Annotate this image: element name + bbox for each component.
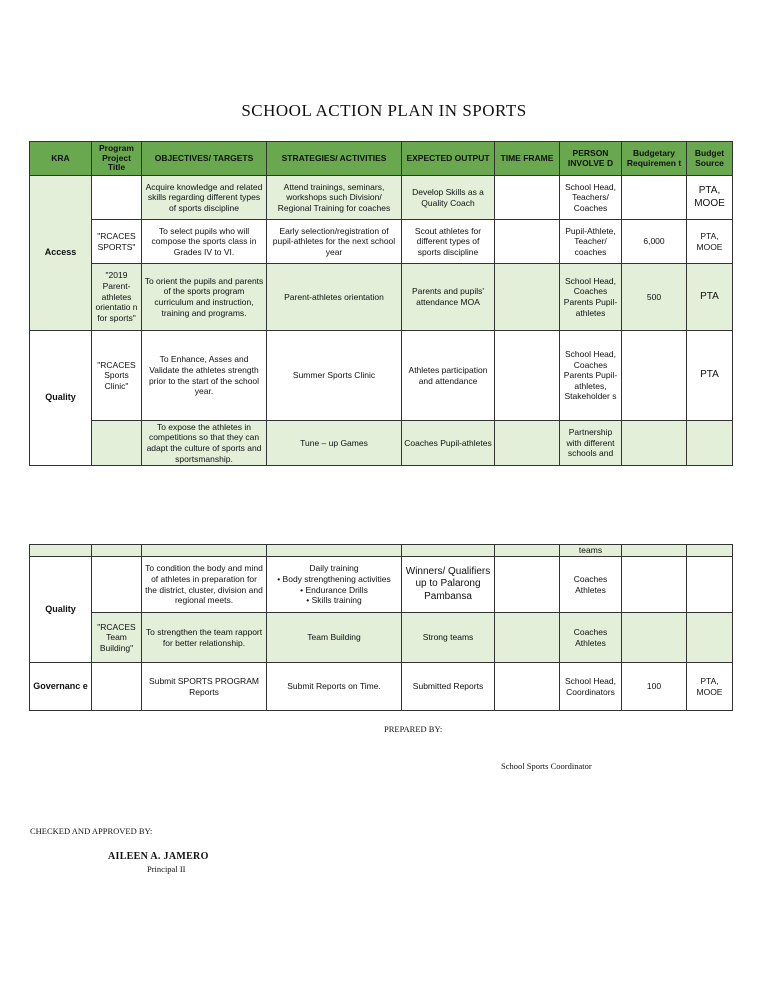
time-cell bbox=[495, 264, 560, 331]
strategy-cell: Parent-athletes orientation bbox=[267, 264, 402, 331]
approver-title: Principal II bbox=[147, 864, 186, 874]
time-cell bbox=[495, 220, 560, 264]
budget-cell bbox=[622, 545, 687, 557]
objective-cell bbox=[142, 545, 267, 557]
strategy-item: • Endurance Drills bbox=[300, 584, 368, 595]
program-cell: "RCACES Team Building" bbox=[92, 613, 142, 663]
header-row bbox=[30, 142, 733, 176]
objective-cell: To select pupils who will compose the sports class in Grades IV to VI. bbox=[142, 220, 267, 264]
kra-cell: Quality bbox=[30, 557, 92, 663]
header-kra: KRA bbox=[30, 142, 92, 176]
strategy-cell: Attend trainings, seminars, workshops such Division/ Regional Training for coaches bbox=[267, 176, 402, 220]
strategy-cell: Tune – up Games bbox=[267, 421, 402, 466]
person-cell: School Head, Coaches Parents Pupil-athletes bbox=[560, 264, 622, 331]
objective-cell: Submit SPORTS PROGRAM Reports bbox=[142, 663, 267, 711]
budget-cell bbox=[622, 613, 687, 663]
kra-cell: Quality bbox=[30, 331, 92, 466]
table-row bbox=[30, 557, 733, 613]
time-cell bbox=[495, 663, 560, 711]
person-cell: Coaches Athletes bbox=[560, 613, 622, 663]
budget-cell bbox=[622, 176, 687, 220]
source-cell: PTA, MOOE bbox=[687, 220, 733, 264]
program-cell bbox=[92, 176, 142, 220]
page-title: SCHOOL ACTION PLAN IN SPORTS bbox=[241, 101, 527, 120]
source-cell bbox=[687, 545, 733, 557]
output-cell: Scout athletes for different types of sports discipline bbox=[402, 220, 495, 264]
header-objectives: OBJECTIVES/ TARGETS bbox=[142, 142, 267, 176]
time-cell bbox=[495, 545, 560, 557]
output-cell: Develop Skills as a Quality Coach bbox=[402, 176, 495, 220]
header-budget: Budgetary Requiremen t bbox=[622, 142, 687, 176]
strategy-item: • Body strengthening activities bbox=[277, 573, 391, 584]
coordinator-title: School Sports Coordinator bbox=[501, 761, 592, 771]
strategy-cell bbox=[267, 557, 402, 613]
person-cell: School Head, Teachers/ Coaches bbox=[560, 176, 622, 220]
time-cell bbox=[495, 613, 560, 663]
continued-row bbox=[30, 545, 733, 557]
budget-cell: 100 bbox=[622, 663, 687, 711]
source-cell bbox=[687, 613, 733, 663]
strategy-cell: Summer Sports Clinic bbox=[267, 331, 402, 421]
output-cell: Athletes participation and attendance bbox=[402, 331, 495, 421]
table-row bbox=[30, 331, 733, 421]
header-person: PERSON INVOLVE D bbox=[560, 142, 622, 176]
program-cell: "RCACES Sports Clinic" bbox=[92, 331, 142, 421]
budget-cell: 6,000 bbox=[622, 220, 687, 264]
source-cell: PTA, MOOE bbox=[687, 663, 733, 711]
person-cell: teams bbox=[560, 545, 622, 557]
objective-cell: To Enhance, Asses and Validate the athletes strength prior to the start of the school year. bbox=[142, 331, 267, 421]
person-cell: Pupil-Athlete, Teacher/ coaches bbox=[560, 220, 622, 264]
strategy-cell: Early selection/registration of pupil-athletes for the next school year bbox=[267, 220, 402, 264]
kra-cell: Governanc e bbox=[30, 663, 92, 711]
program-cell bbox=[92, 545, 142, 557]
time-cell bbox=[495, 421, 560, 466]
header-time-frame: TIME FRAME bbox=[495, 142, 560, 176]
program-cell bbox=[92, 557, 142, 613]
action-plan-table bbox=[29, 141, 733, 466]
kra-cell bbox=[30, 545, 92, 557]
time-cell bbox=[495, 331, 560, 421]
header-source: Budget Source bbox=[687, 142, 733, 176]
output-cell: Submitted Reports bbox=[402, 663, 495, 711]
program-cell bbox=[92, 421, 142, 466]
strategy-item: • Skills training bbox=[306, 595, 362, 606]
objective-cell: To orient the pupils and parents of the sports program curriculum and instruction, training and programs. bbox=[142, 264, 267, 331]
output-cell: Parents and pupils' attendance MOA bbox=[402, 264, 495, 331]
budget-cell bbox=[622, 331, 687, 421]
person-cell: Coaches Athletes bbox=[560, 557, 622, 613]
output-cell: Strong teams bbox=[402, 613, 495, 663]
objective-cell: To condition the body and mind of athletes in preparation for the district, cluster, division and regional meets. bbox=[142, 557, 267, 613]
output-cell: Winners/ Qualifiers up to Palarong Pambansa bbox=[402, 557, 495, 613]
kra-cell: Access bbox=[30, 176, 92, 331]
header-program: Program Project Title bbox=[92, 142, 142, 176]
source-cell bbox=[687, 557, 733, 613]
table-row bbox=[30, 421, 733, 466]
source-cell: PTA, MOOE bbox=[687, 176, 733, 220]
strategy-cell: Team Building bbox=[267, 613, 402, 663]
table-row bbox=[30, 264, 733, 331]
strategy-cell bbox=[267, 545, 402, 557]
strategy-title: Daily training bbox=[309, 563, 359, 574]
program-cell: "RCACES SPORTS" bbox=[92, 220, 142, 264]
program-cell: "2019 Parent-athletes orientatio n for sports" bbox=[92, 264, 142, 331]
strategy-cell: Submit Reports on Time. bbox=[267, 663, 402, 711]
approver-name: AILEEN A. JAMERO bbox=[108, 851, 209, 862]
person-cell: School Head, Coordinators bbox=[560, 663, 622, 711]
person-cell: School Head, Coaches Parents Pupil-athletes, Stakeholder s bbox=[560, 331, 622, 421]
budget-cell bbox=[622, 557, 687, 613]
person-cell: Partnership with different schools and bbox=[560, 421, 622, 466]
table-row bbox=[30, 176, 733, 220]
source-cell: PTA bbox=[687, 331, 733, 421]
prepared-by-label: PREPARED BY: bbox=[384, 724, 443, 734]
objective-cell: To expose the athletes in competitions so that they can adapt the culture of sports and sportsmanship. bbox=[142, 421, 267, 466]
checked-by-label: CHECKED AND APPROVED BY: bbox=[30, 826, 153, 836]
header-output: EXPECTED OUTPUT bbox=[402, 142, 495, 176]
output-cell bbox=[402, 545, 495, 557]
action-plan-table-continued bbox=[29, 544, 733, 711]
objective-cell: Acquire knowledge and related skills regarding different types of sports discipline bbox=[142, 176, 267, 220]
source-cell bbox=[687, 421, 733, 466]
table-row bbox=[30, 663, 733, 711]
budget-cell bbox=[622, 421, 687, 466]
output-cell: Coaches Pupil-athletes bbox=[402, 421, 495, 466]
objective-cell: To strengthen the team rapport for better relationship. bbox=[142, 613, 267, 663]
budget-cell: 500 bbox=[622, 264, 687, 331]
program-cell bbox=[92, 663, 142, 711]
header-strategies: STRATEGIES/ ACTIVITIES bbox=[267, 142, 402, 176]
time-cell bbox=[495, 176, 560, 220]
source-cell: PTA bbox=[687, 264, 733, 331]
time-cell bbox=[495, 557, 560, 613]
table-row bbox=[30, 613, 733, 663]
table-row bbox=[30, 220, 733, 264]
